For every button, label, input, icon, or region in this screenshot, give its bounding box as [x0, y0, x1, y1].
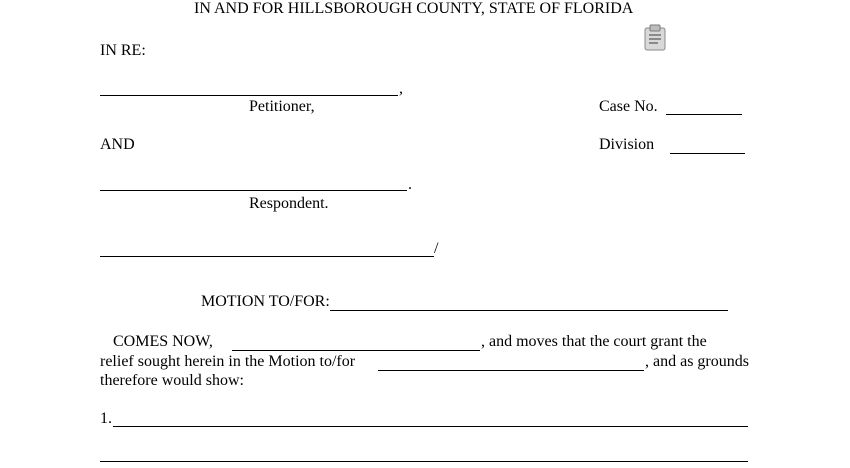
clipboard-icon[interactable]: [640, 24, 670, 52]
motion-title-label: MOTION TO/FOR:: [201, 293, 330, 310]
caption-closing-line[interactable]: [100, 256, 434, 257]
case-no-label: Case No.: [599, 98, 658, 115]
case-no-field[interactable]: [666, 114, 742, 115]
division-field[interactable]: [670, 153, 745, 154]
grounds-text: , and as grounds: [645, 353, 749, 370]
relief-sought-field[interactable]: [378, 370, 644, 371]
respondent-label: Respondent.: [249, 195, 329, 212]
item-1-field[interactable]: [113, 426, 748, 427]
petitioner-label: Petitioner,: [249, 98, 315, 115]
respondent-period: .: [408, 176, 412, 193]
relief-text: relief sought herein in the Motion to/for: [100, 353, 356, 370]
motion-title-field[interactable]: [330, 310, 728, 311]
petitioner-name-field[interactable]: [100, 95, 398, 96]
court-header: IN AND FOR HILLSBOROUGH COUNTY, STATE OF FLORIDA: [194, 0, 634, 17]
item-1-number: 1.: [100, 410, 112, 427]
and-label: AND: [100, 136, 135, 153]
in-re-label: IN RE:: [100, 42, 146, 59]
comes-now-text: COMES NOW,: [113, 333, 213, 350]
petitioner-comma: ,: [399, 80, 403, 97]
moves-text: , and moves that the court grant the: [481, 333, 707, 350]
division-label: Division: [599, 136, 655, 153]
movant-name-field[interactable]: [232, 350, 480, 351]
therefore-text: therefore would show:: [100, 372, 244, 389]
caption-slash: /: [434, 240, 439, 257]
respondent-name-field[interactable]: [100, 190, 407, 191]
item-1-continuation-field[interactable]: [100, 461, 748, 462]
